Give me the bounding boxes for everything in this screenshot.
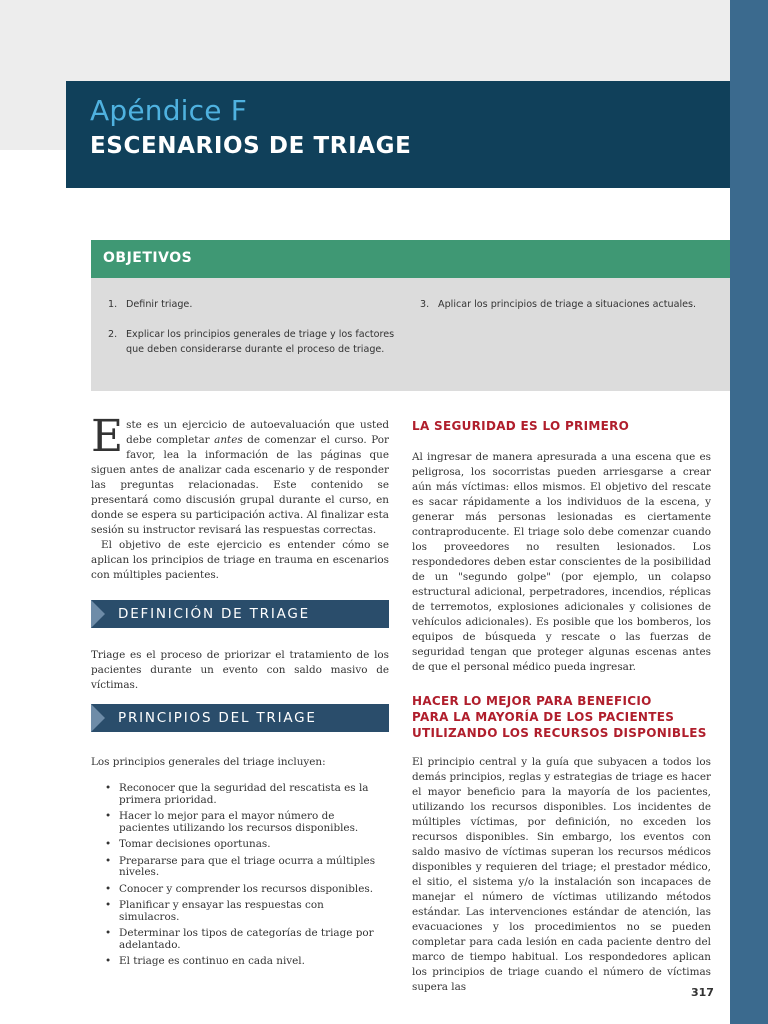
list-item: • Prepararse para que el triage ocurra a múltiples niveles. xyxy=(119,856,376,879)
list-item: • Determinar los tipos de categorías de triage por adelantado. xyxy=(119,928,376,951)
best-heading-line: PARA LA MAYORÍA DE LOS PACIENTES xyxy=(412,710,675,724)
objective-item xyxy=(108,327,398,357)
title-block xyxy=(66,81,730,188)
objectives-box xyxy=(91,278,730,391)
objective-text: Definir triage. xyxy=(126,299,193,310)
safety-text: Al ingresar de manera apresurada a una escena que es peligrosa, los socorristas pueden arriesgarse a crear aún más víctimas: ellos mismos. El objetivo del rescate es sacar rápidamente a los individuos de la escena, y generar más personas lesionadas es ciertamente contraproducente. El triage solo debe comenzar cuando los proveedores no resulten lesionados. Los respondedores deben estar conscientes de la posibilidad de un "segundo golpe" (por ejemplo, un colapso estructural adicional, perpetradores, incendios, réplicas de terremotos, explosiones adicionales y colisiones de vehículos adicionales). Es posible que los bomberos, los equipos de búsqueda y rescate o las fuerzas de seguridad tengan que proteger algunas escenas antes de que el personal médico pueda ingresar. xyxy=(412,451,711,673)
principles-intro: Los principios generales del triage incluyen: xyxy=(91,756,326,768)
best-heading xyxy=(412,693,711,741)
list-item: • Hacer lo mejor para el mayor número de pacientes utilizando los recursos disponibles. xyxy=(119,811,376,834)
principles-list-wrapper xyxy=(91,783,376,973)
principles-heading: PRINCIPIOS DEL TRIAGE xyxy=(118,710,317,726)
intro-text xyxy=(91,411,389,583)
list-item: • El triage es continuo en cada nivel. xyxy=(119,956,376,968)
objective-number: 3. xyxy=(420,299,430,310)
objective-number: 1. xyxy=(108,299,118,310)
page-number: 317 xyxy=(691,986,714,999)
objective-text: Aplicar los principios de triage a situaciones actuales. xyxy=(438,299,697,310)
safety-heading: LA SEGURIDAD ES LO PRIMERO xyxy=(412,419,630,433)
list-item: • Reconocer que la seguridad del rescatista es la primera prioridad. xyxy=(119,783,376,806)
objective-number: 2. xyxy=(108,329,118,340)
objectives-header xyxy=(91,240,730,278)
objectives-title: OBJETIVOS xyxy=(103,250,193,266)
principles-list xyxy=(91,783,376,968)
intro-paragraph-start: ste es un ejercicio de autoevaluación que usted debe completar xyxy=(126,419,389,446)
objective-item xyxy=(108,297,398,312)
section-arrow-icon xyxy=(91,704,105,732)
best-heading-line: UTILIZANDO LOS RECURSOS DISPONIBLES xyxy=(412,726,707,740)
intro-paragraph-2: El objetivo de este ejercicio es entender cómo se aplican los principios de triage en trauma en escenarios con múltiples pacientes. xyxy=(91,539,389,581)
intro-emphasis: antes xyxy=(214,434,243,446)
appendix-label: Apéndice F xyxy=(90,94,248,127)
objective-item xyxy=(420,297,710,312)
best-text: El principio central y la guía que subyacen a todos los demás principios, reglas y estrategias de triage es hacer el mayor beneficio para la mayoría de los pacientes, utilizando los recursos disponibles. Los incidentes de múltiples víctimas, por definición, no exceden los recursos disponibles. Sin embargo, los eventos con saldo masivo de víctimas superan los recursos médicos disponibles y requieren del triage; el prestador médico, el sitio, el sistema y/o la instalación son incapaces de manejar el número de víctimas utilizando métodos estándar. Las intervenciones estándar de atención, las evacuaciones y los procedimientos no se pueden completar para cada lesión en cada paciente dentro del marco de tiempo habitual. Los respondedores aplican los principios de triage cuando el número de víctimas supera las xyxy=(412,756,711,993)
objective-text: Explicar los principios generales de triage y los factores que deben considerarse durante el proceso de triage. xyxy=(126,329,395,355)
list-item: • Conocer y comprender los recursos disponibles. xyxy=(119,884,376,896)
definition-heading: DEFINICIÓN DE TRIAGE xyxy=(118,606,310,622)
drop-cap: E xyxy=(91,411,124,462)
page-title: ESCENARIOS DE TRIAGE xyxy=(90,133,412,159)
principles-section-header xyxy=(91,704,389,732)
intro-paragraph-end: de comenzar el curso. Por favor, lea la información de las páginas que siguen antes de analizar cada escenario y de responder las preguntas relacionadas. Este contenido se presentará como discusión grupal durante el curso, en donde se espera su participación activa. Al finalizar esta sesión su instructor revisará las respuestas correctas. xyxy=(91,434,389,536)
definition-text: Triage es el proceso de priorizar el tratamiento de los pacientes durante un evento con saldo masivo de víctimas. xyxy=(91,649,389,691)
best-heading-line: HACER LO MEJOR PARA BENEFICIO xyxy=(412,694,652,708)
section-arrow-icon xyxy=(91,600,105,628)
page-edge-bar xyxy=(730,0,768,1024)
list-item: • Planificar y ensayar las respuestas con simulacros. xyxy=(119,900,376,923)
definition-section-header xyxy=(91,600,389,628)
list-item: • Tomar decisiones oportunas. xyxy=(119,839,376,851)
